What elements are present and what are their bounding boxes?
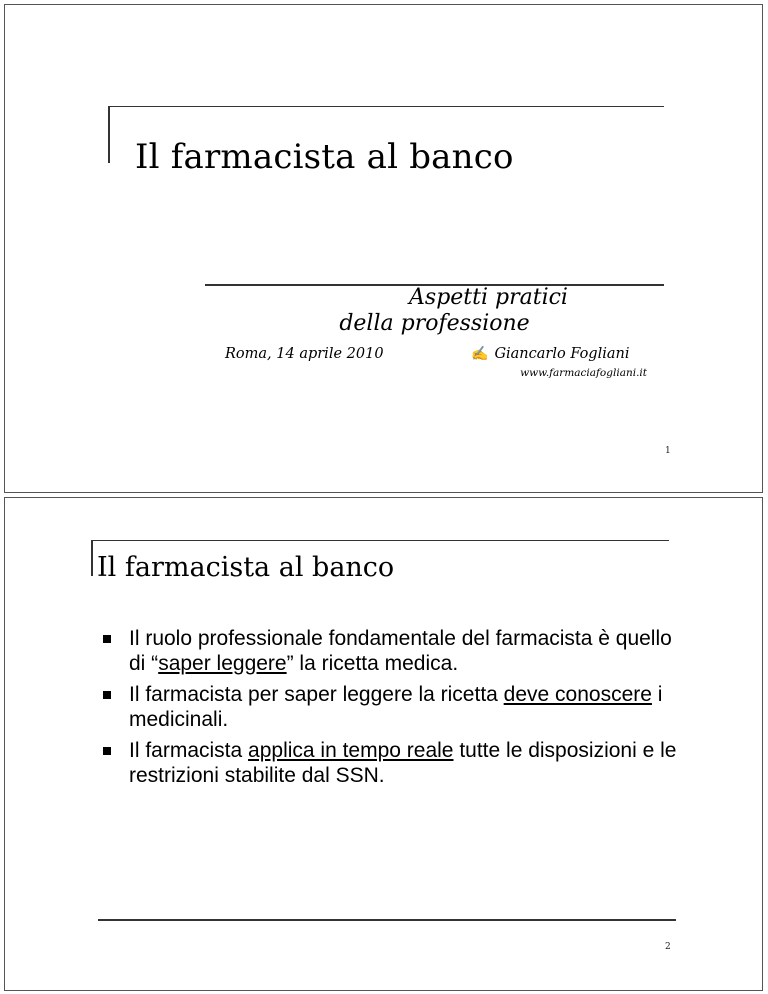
subtitle-line-1: Aspetti pratici (409, 285, 568, 310)
footer-rule (98, 919, 676, 921)
slide-1 (4, 4, 763, 493)
author-name: Giancarlo Fogliani (494, 346, 630, 362)
slide-title: Il farmacista al banco (135, 137, 514, 177)
page-number: 1 (665, 446, 671, 456)
bullet-text-underlined: applica in tempo reale (248, 739, 454, 762)
bullet-square-icon (103, 691, 111, 699)
author (471, 346, 630, 362)
bullet-text-underlined: deve conoscere (503, 683, 652, 706)
bullet-text-after: i medicinali. (129, 683, 663, 731)
bullet-text-after: ” la ricetta medica. (286, 652, 459, 675)
title-rule-left (91, 540, 93, 576)
bullet-text-after: tutte le disposizioni e le restrizioni stabilite dal SSN. (129, 739, 677, 787)
bullet-text-underlined: saper leggere (158, 652, 287, 675)
title-rule-top (108, 106, 664, 107)
page-number: 2 (665, 942, 671, 952)
bullet-square-icon (103, 747, 111, 755)
slide-2 (4, 497, 763, 991)
presentation-date: Roma, 14 aprile 2010 (225, 346, 384, 362)
list-item (103, 682, 683, 732)
title-rule-left (108, 106, 110, 163)
bullet-square-icon (103, 635, 111, 643)
bullet-text-before: Il farmacista (129, 739, 249, 762)
bullet-list (103, 626, 683, 794)
subtitle-line-2: della professione (339, 311, 530, 336)
bullet-text-before: Il farmacista per saper leggere la ricetta (129, 683, 504, 706)
website-url: www.farmaciafogliani.it (520, 367, 647, 379)
list-item (103, 738, 683, 788)
slide-title: Il farmacista al banco (97, 552, 395, 583)
title-rule-top (91, 540, 669, 541)
bullet-text-before: Il ruolo professionale fondamentale del farmacista è quello di “ (129, 627, 672, 675)
list-item (103, 626, 683, 676)
pen-icon: ✍ (471, 346, 489, 362)
